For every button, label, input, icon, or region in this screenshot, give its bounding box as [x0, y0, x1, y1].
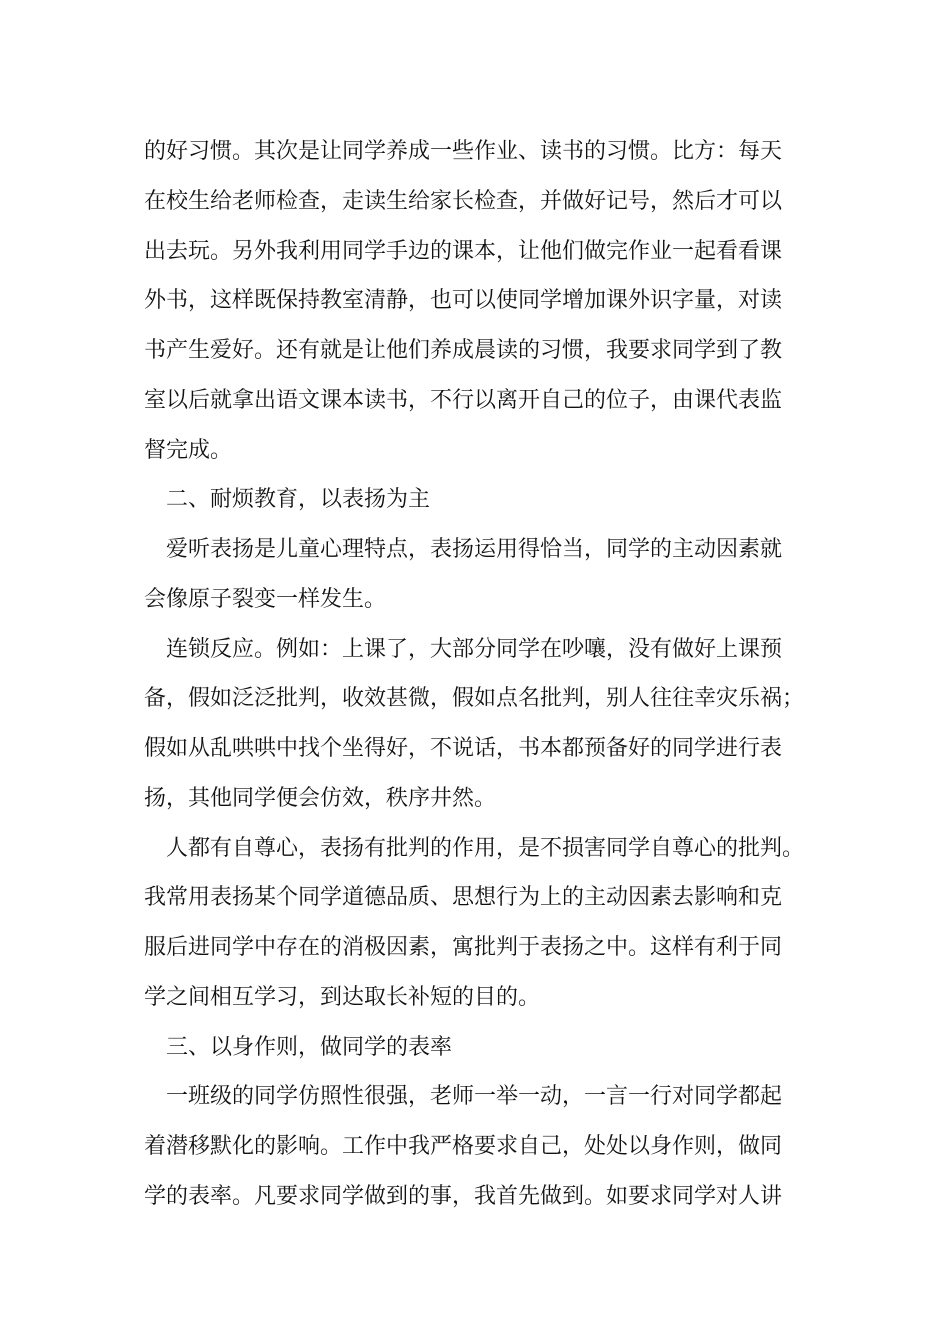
text-line: 室以后就拿出语文课本读书，不行以离开自己的位子，由课代表监: [144, 388, 783, 413]
text-line: 书产生爱好。还有就是让他们养成晨读的习惯，我要求同学到了教: [144, 338, 783, 363]
text-line: 在校生给老师检查，走读生给家长检查，并做好记号，然后才可以: [144, 189, 783, 214]
section-heading: 三、以身作则，做同学的表率: [166, 1035, 453, 1060]
text-line: 扬，其他同学便会仿效，秩序井然。: [144, 786, 497, 811]
text-line: 爱听表扬是儿童心理特点，表扬运用得恰当，同学的主动因素就: [166, 537, 783, 562]
text-line: 我常用表扬某个同学道德品质、思想行为上的主动因素去影响和克: [144, 885, 783, 910]
section-heading: 二、耐烦教育，以表扬为主: [166, 487, 431, 512]
text-line: 的好习惯。其次是让同学养成一些作业、读书的习惯。比方：每天: [144, 139, 783, 164]
text-line: 出去玩。另外我利用同学手边的课本，让他们做完作业一起看看课: [144, 239, 783, 264]
text-line: 连锁反应。例如：上课了，大部分同学在吵嚷，没有做好上课预: [166, 637, 783, 662]
text-line: 备，假如泛泛批判，收效甚微，假如点名批判，别人往往幸灾乐祸；: [144, 686, 805, 711]
text-line: 会像原子裂变一样发生。: [144, 587, 387, 612]
text-line: 学之间相互学习，到达取长补短的目的。: [144, 985, 541, 1010]
text-line: 学的表率。凡要求同学做到的事，我首先做到。如要求同学对人讲: [144, 1184, 783, 1209]
text-line: 服后进同学中存在的消极因素，寓批判于表扬之中。这样有利于同: [144, 935, 783, 960]
text-line: 着潜移默化的影响。工作中我严格要求自己，处处以身作则，做同: [144, 1134, 783, 1159]
text-line: 外书，这样既保持教室清静，也可以使同学增加课外识字量，对读: [144, 288, 783, 313]
text-line: 假如从乱哄哄中找个坐得好，不说话，书本都预备好的同学进行表: [144, 736, 783, 761]
text-line: 督完成。: [144, 438, 233, 463]
text-line: 一班级的同学仿照性很强，老师一举一动，一言一行对同学都起: [166, 1084, 783, 1109]
text-line: 人都有自尊心，表扬有批判的作用，是不损害同学自尊心的批判。: [166, 836, 805, 861]
